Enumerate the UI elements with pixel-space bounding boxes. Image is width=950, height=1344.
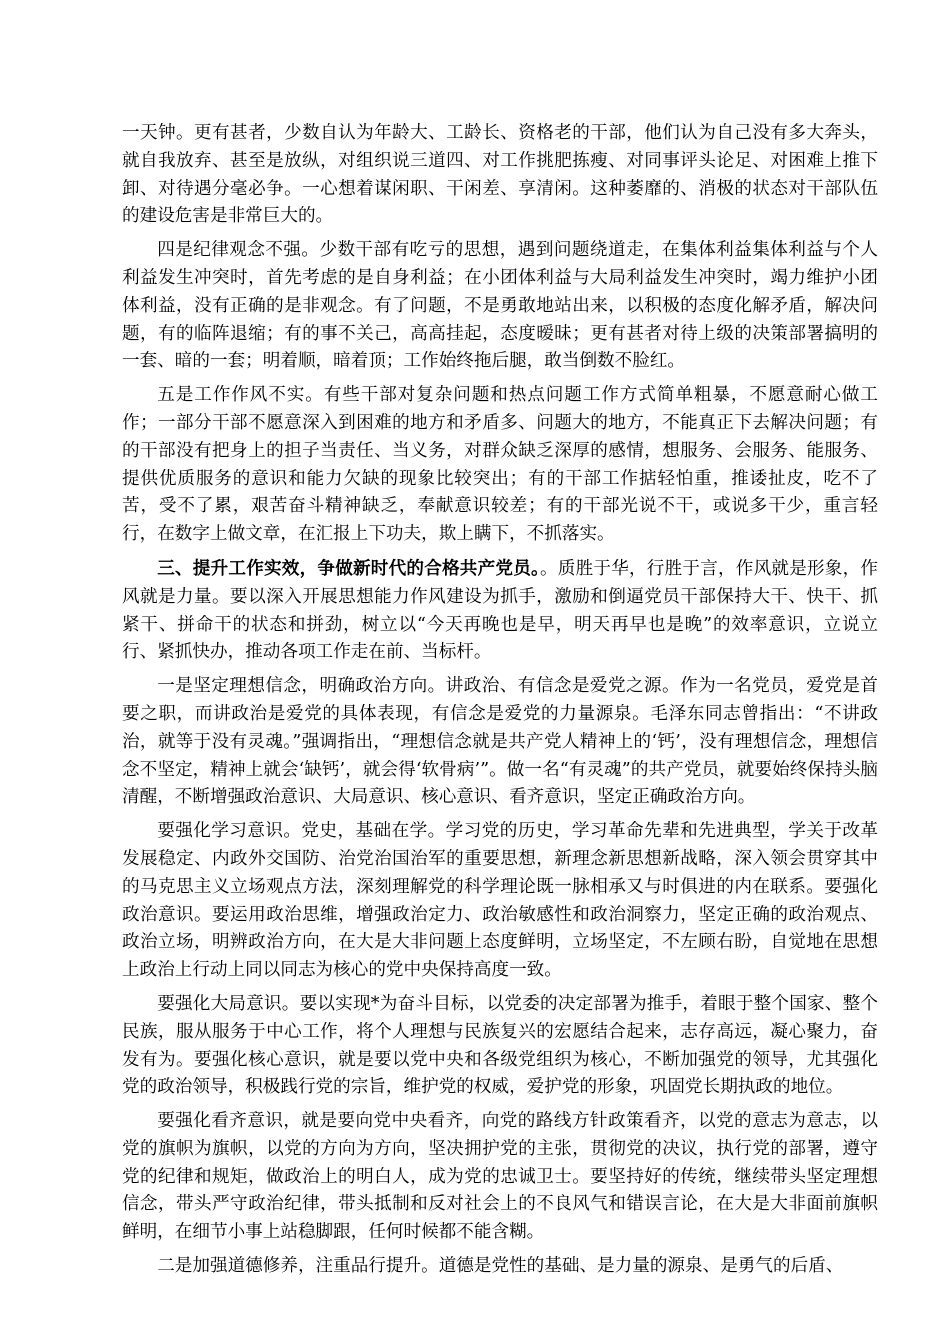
paragraph-study-awareness — [122, 818, 878, 985]
paragraph-ideals — [122, 673, 878, 812]
paragraph-big-picture — [122, 991, 878, 1102]
paragraph-text: 。质胜于华，行胜于言，作风就是形象，作风就是力量。要以深入开展思想能力作风建设为抓手，激励和倒逼党员干部保持大干、快干、抓紧干、拼命干的状态和拼劲，树立以“今天再晚也是早，明天再早也是晚”的效率意识，立说立行、紧抓快办，推动各项工作走在前、当标杆。 — [122, 558, 878, 663]
paragraph-continuation — [122, 120, 878, 231]
section-heading: 三、提升工作实效，争做新时代的合格共产党员。 — [157, 557, 540, 579]
paragraph-text: 一天钟。更有甚者，少数自认为年龄大、工龄长、资格老的干部，他们认为自己没有多大奔头，就自我放弃、甚至是放纵，对组织说三道四、对工作挑肥拣瘦、对同事评头论足、对困难上推下卸、对待遇分毫必争。一心想着谋闲职、干闲差、享清闲。这种萎靡的、消极的状态对干部队伍的建设危害是非常巨大的。 — [122, 123, 878, 227]
paragraph-work-style — [122, 382, 878, 549]
paragraph-text: 五是工作作风不实。有些干部对复杂问题和热点问题工作方式简单粗暴，不愿意耐心做工作；一部分干部不愿意深入到困难的地方和矛盾多、问题大的地方，不能真正下去解决问题；有的干部没有把身上的担子当责任、当义务，对群众缺乏深厚的感情，想服务、会服务、能服务、提供优质服务的意识和能力欠缺的现象比较突出；有的干部工作掂轻怕重，推诿扯皮，吃不了苦，受不了累，艰苦奋斗精神缺乏，奉献意识较差；有的干部光说不干，或说多干少，重言轻行，在数字上做文章，在汇报上下功夫，欺上瞒下，不抓落实。 — [122, 385, 878, 545]
paragraph-text: 二是加强道德修养，注重品行提升。道德是党性的基础、是力量的源泉、是勇气的后盾、 — [157, 1256, 844, 1277]
paragraph-discipline — [122, 237, 878, 376]
paragraph-alignment — [122, 1108, 878, 1247]
paragraph-text: 一是坚定理想信念，明确政治方向。讲政治、有信念是爱党之源。作为一名党员，爱党是首要之职，而讲政治是爱党的具体表现，有信念是爱党的力量源泉。毛泽东同志曾指出：“不讲政治，就等于没有灵魂。”强调指出，“理想信念就是共产党人精神上的‘钙’，没有理想信念，理想信念不坚定，精神上就会‘缺钙’，就会得‘软骨病’”。做一名“有灵魂”的共产党员，就要始终保持头脑清醒，不断增强政治意识、大局意识、核心意识、看齐意识，坚定正确政治方向。 — [122, 676, 878, 808]
paragraph-text: 要强化大局意识。要以实现*为奋斗目标，以党委的决定部署为推手，着眼于整个国家、整个民族，服从服务于中心工作，将个人理想与民族复兴的宏愿结合起来，志存高远，凝心聚力，奋发有为。要强化核心意识，就是要以党中央和各级党组织为核心，不断加强党的领导，尤其强化党的政治领导，积极践行党的宗旨，维护党的权威，爱护党的形象，巩固党长期执政的地位。 — [122, 993, 878, 1098]
paragraph-text: 要强化学习意识。党史，基础在学。学习党的历史，学习革命先辈和先进典型，学关于改革发展稳定、内政外交国防、治党治国治军的重要思想，新理念新思想新战略，深入领会贯穿其中的马克思主义立场观点方法，深刻理解党的科学理论既一脉相承又与时俱进的内在联系。要强化政治意识。要运用政治思维，增强政治定力、政治敏感性和政治洞察力，坚定正确的政治观点、政治立场，明辨政治方向，在大是大非问题上态度鲜明，立场坚定，不左顾右盼，自觉地在思想上政治上行动上同以同志为核心的党中央保持高度一致。 — [122, 821, 878, 981]
paragraph-text: 四是纪律观念不强。少数干部有吃亏的思想，遇到问题绕道走，在集体利益集体利益与个人利益发生冲突时，首先考虑的是自身利益；在小团体利益与大局利益发生冲突时，竭力维护小团体利益，没有正确的是非观念。有了问题，不是勇敢地站出来，以积极的态度化解矛盾，解决问题，有的临阵退缩；有的事不关己，高高挂起，态度暧昧；更有甚者对待上级的决策部署搞明的一套、暗的一套；明着顺，暗着顶；工作始终拖后腿，敢当倒数不脸红。 — [122, 240, 878, 372]
paragraph-text: 要强化看齐意识，就是要向党中央看齐，向党的路线方针政策看齐，以党的意志为意志，以党的旗帜为旗帜，以党的方向为方向，坚决拥护党的主张，贯彻党的决议，执行党的部署，遵守党的纪律和规矩，做政治上的明白人，成为党的忠诚卫士。要坚持好的传统，继续带头坚定理想信念，带头严守政治纪律，带头抵制和反对社会上的不良风气和错误言论，在大是大非面前旗帜鲜明，在细节小事上站稳脚跟，任何时候都不能含糊。 — [122, 1111, 878, 1243]
document-page — [122, 120, 878, 1287]
paragraph-morality — [122, 1253, 878, 1281]
paragraph-section-three — [122, 555, 878, 667]
